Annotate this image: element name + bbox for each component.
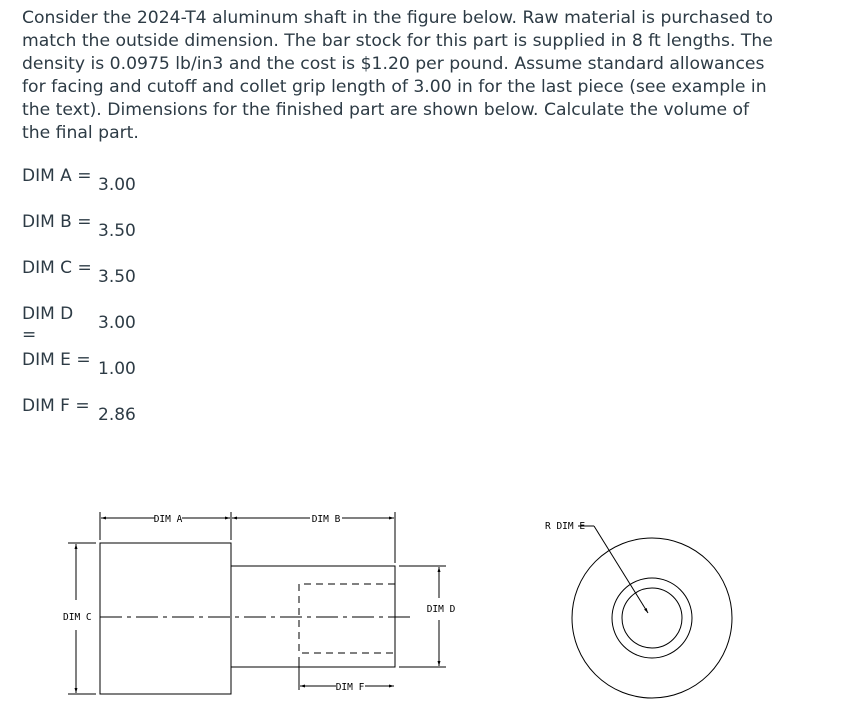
end-view-middle-circle	[612, 578, 692, 658]
dim-c-value: 3.50	[98, 267, 136, 287]
dim-b-label: DIM B =	[22, 212, 92, 232]
radius-e-text: R DIM E	[545, 521, 586, 532]
dim-d-label: DIM D =	[22, 304, 74, 345]
end-view-outer-circle	[572, 538, 732, 698]
dim-a-label: DIM A =	[22, 166, 92, 186]
dim-d-text: DIM D	[426, 604, 456, 615]
end-view-inner-circle	[622, 588, 682, 648]
dim-f-text: DIM F	[335, 682, 365, 693]
dim-e-value: 1.00	[98, 359, 136, 379]
dim-f-label: DIM F =	[22, 396, 90, 416]
dim-e-label: DIM E =	[22, 350, 91, 370]
dim-d-value: 3.00	[98, 313, 136, 333]
large-section	[100, 543, 231, 694]
dim-a-value: 3.00	[98, 175, 136, 195]
hidden-bore	[299, 584, 395, 653]
dim-a-text: DIM A	[153, 514, 183, 525]
dim-f-value: 2.86	[98, 405, 136, 425]
dim-c-label: DIM C =	[22, 258, 92, 278]
problem-statement: Consider the 2024-T4 aluminum shaft in the figure below. Raw material is purchased to match the outside dimension. The bar stock for this part is supplied in 8 ft lengths. The density is 0.0975 lb/in3 and the cost is $1.20 per pound. Assume standard allowances for facing and cutoff and collet grip length of 3.00 in for the last piece (see example in the text). Dimensions for the finished part are shown below. Calculate the volume of the final part.	[22, 8, 774, 143]
dim-b-value: 3.50	[98, 221, 136, 241]
dim-b-text: DIM B	[311, 514, 341, 525]
dim-c-text: DIM C	[63, 612, 92, 623]
